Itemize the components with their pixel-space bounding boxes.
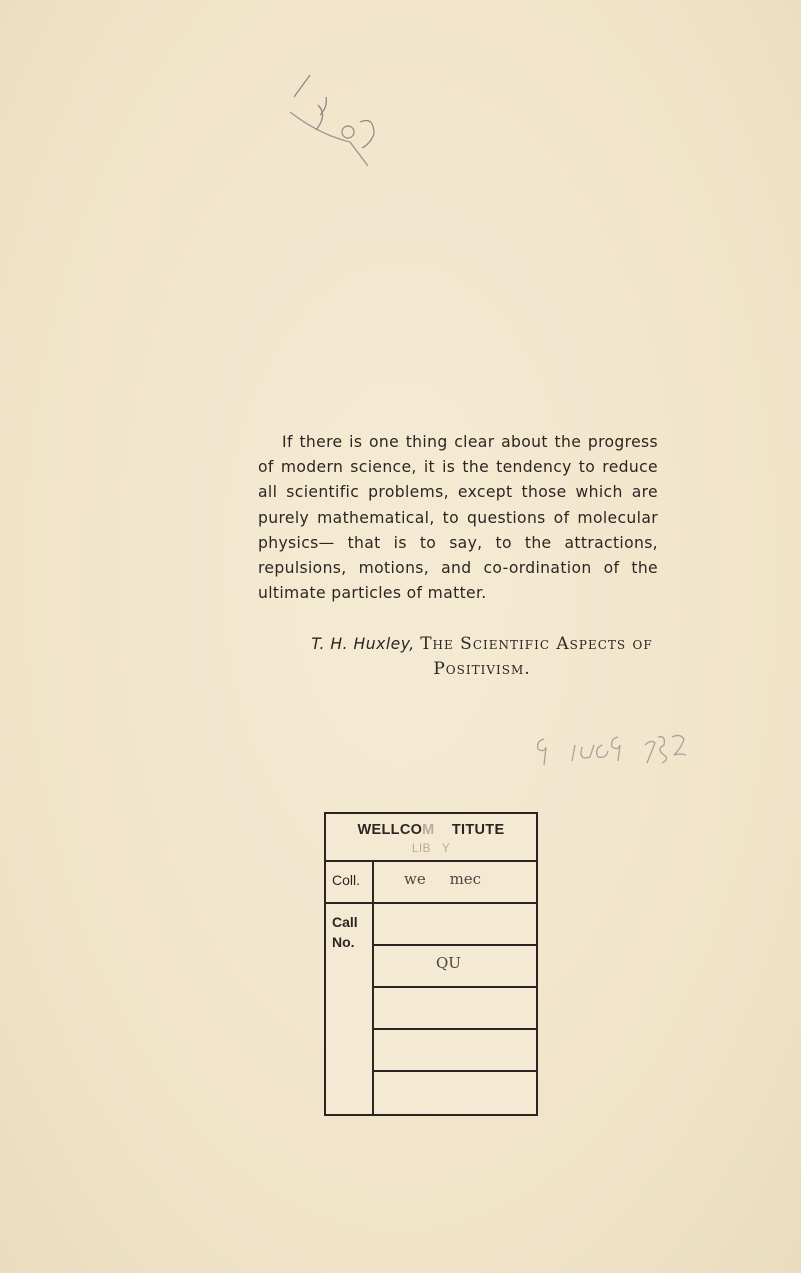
attribution-work-line1: The Scientific Aspects of [420, 634, 653, 654]
attribution-author: T. H. Huxley, [311, 635, 415, 653]
attribution-work-line2: Positivism. [433, 659, 531, 679]
call-number-value: QU [436, 954, 461, 972]
library-label [324, 812, 538, 1116]
pencil-shelfmark [530, 715, 801, 775]
label-rule [372, 1028, 536, 1030]
label-rule [372, 944, 536, 946]
no-label: No. [332, 934, 355, 950]
quote-attribution [262, 632, 702, 682]
label-rule [372, 1070, 536, 1072]
label-rule [326, 902, 536, 904]
label-header-line2: LIB Y [411, 841, 451, 855]
label-header-line1: WELLCOM TITUTE [357, 822, 505, 838]
label-rule [326, 860, 536, 862]
coll-label: Coll. [332, 872, 361, 888]
call-label: Call [332, 914, 358, 930]
epigraph-quote [258, 430, 658, 606]
quote-text: If there is one thing clear about the progress of modern science, it is the tendency to reduce all scientific problems, except those which are purely mathematical, to questions of molecular physics— that is to say, to the attractions, repulsions, motions, and co-ordination of the ultimate particles of matter. [258, 433, 658, 603]
pencil-annotation-top [280, 60, 410, 190]
label-rule [372, 986, 536, 988]
coll-value: we mec [404, 870, 482, 888]
